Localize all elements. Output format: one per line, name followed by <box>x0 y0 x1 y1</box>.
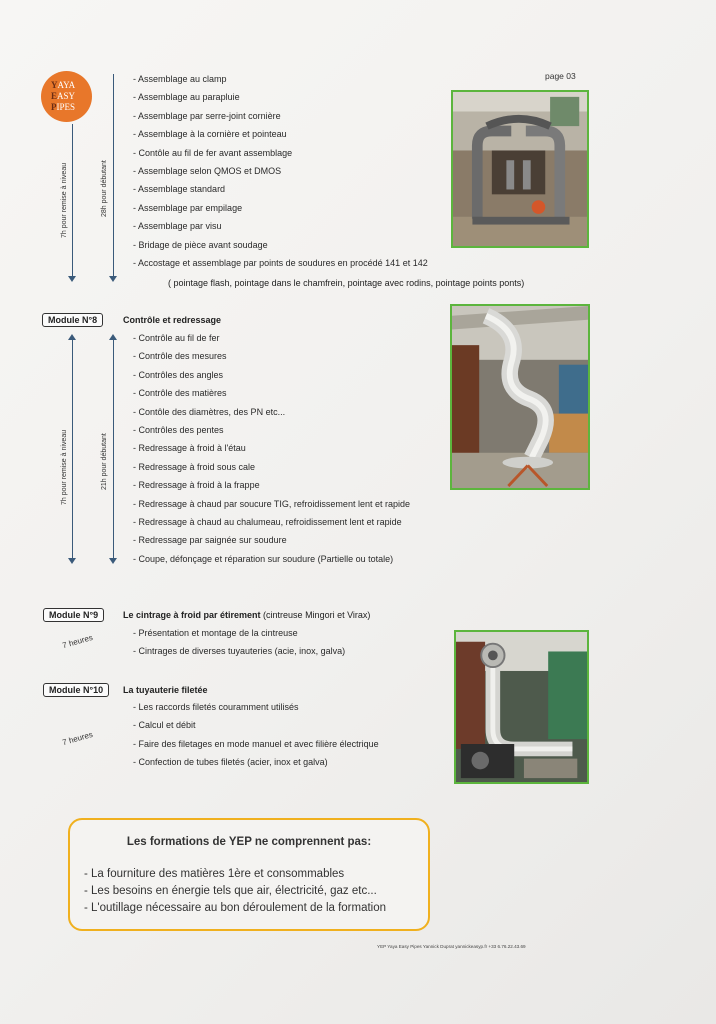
list-item: - Assemblage selon QMOS et DMOS <box>133 162 428 180</box>
logo-line-2: EASY <box>51 91 76 101</box>
exclusions-notice <box>68 818 430 931</box>
logo-line-3: PIPES <box>51 102 76 112</box>
assembly-list <box>133 70 428 272</box>
list-item: - Redressage à chaud au chalumeau, refroidissement lent et rapide <box>133 513 410 531</box>
list-item: - Les raccords filetés couramment utilisés <box>133 698 379 716</box>
list-item: - Confection de tubes filetés (acier, inox et galva) <box>133 753 379 771</box>
list-item: - Faire des filetages en mode manuel et avec filière électrique <box>133 735 379 753</box>
module-10-hours: 7 heures <box>61 729 94 748</box>
list-item: - Redressage à froid à la frappe <box>133 476 410 494</box>
list-item: - Contôle au fil de fer avant assemblage <box>133 144 428 162</box>
module-8-list <box>133 329 410 568</box>
list-item: - Contôle des diamètres, des PN etc... <box>133 403 410 421</box>
arrow-line-left-1 <box>72 124 73 276</box>
list-item: - Coupe, défonçage et réparation sur soudure (Partielle ou totale) <box>133 550 410 568</box>
list-item: - Bridage de pièce avant soudage <box>133 236 428 254</box>
module-9-badge: Module N°9 <box>43 608 104 622</box>
yep-logo <box>41 71 92 122</box>
list-item: - Assemblage au clamp <box>133 70 428 88</box>
list-item: - Assemblage au parapluie <box>133 88 428 106</box>
list-item: - Assemblage par visu <box>133 217 428 235</box>
list-item: - Présentation et montage de la cintreuse <box>133 624 345 642</box>
list-item: - Assemblage standard <box>133 180 428 198</box>
list-item: - Contrôles des pentes <box>133 421 410 439</box>
arrow-head-down-icon <box>68 276 76 282</box>
list-item: - Contrôle des matières <box>133 384 410 402</box>
arrow-line-right-8 <box>113 340 114 558</box>
notice-title: Les formations de YEP ne comprennent pas: <box>126 836 372 848</box>
arrow-line-right-1 <box>113 74 114 276</box>
list-item: - Contrôle des mesures <box>133 347 410 365</box>
duration-label-debutant-1: 28h pour débutant <box>101 160 108 217</box>
logo-line-1: YAYA <box>51 80 76 90</box>
module-10-list <box>133 698 379 772</box>
list-item: - Redressage par saignée sur soudure <box>133 531 410 549</box>
module-10-title: La tuyauterie filetée <box>123 685 208 695</box>
photo-pipe-assembly <box>451 90 589 248</box>
arrow-head-down-icon <box>68 558 76 564</box>
module-9-title: Le cintrage à froid par étirement (cintreuse Mingori et Virax) <box>123 610 371 620</box>
list-item: - Contrôles des angles <box>133 366 410 384</box>
notice-item: - Les besoins en énergie tels que air, électricité, gaz etc... <box>84 883 386 900</box>
notice-list <box>84 866 386 917</box>
duration-label-debutant-8: 21h pour débutant <box>101 433 108 490</box>
module-9-hours: 7 heures <box>61 632 94 651</box>
list-item: - Assemblage à la cornière et pointeau <box>133 125 428 143</box>
list-item: - Contrôle au fil de fer <box>133 329 410 347</box>
module-8-badge: Module N°8 <box>42 313 103 327</box>
list-item: - Assemblage par empilage <box>133 199 428 217</box>
pointage-note: ( pointage flash, pointage dans le chamfrein, pointage avec rodins, pointage points ponts) <box>168 278 525 288</box>
notice-item: - La fourniture des matières 1ère et consommables <box>84 866 386 883</box>
notice-item: - L'outillage nécessaire au bon déroulement de la formation <box>84 900 386 917</box>
page-number: page 03 <box>545 71 576 81</box>
module-9-list <box>133 624 345 661</box>
duration-label-remise-8: 7h pour remise à niveau <box>61 429 68 505</box>
list-item: - Redressage à froid sous cale <box>133 458 410 476</box>
photo-curved-pipe <box>450 304 590 490</box>
list-item: - Calcul et débit <box>133 716 379 734</box>
list-item: - Redressage à froid à l'étau <box>133 439 410 457</box>
duration-label-remise-1: 7h pour remise à niveau <box>61 162 68 238</box>
arrow-line-left-8 <box>72 340 73 558</box>
module-10-badge: Module N°10 <box>43 683 109 697</box>
list-item: - Redressage à chaud par soucure TIG, refroidissement lent et rapide <box>133 495 410 513</box>
list-item: - Accostage et assemblage par points de soudures en procédé 141 et 142 <box>133 254 428 272</box>
footer-contact: YEP Yaya Easy Pipes Yannick Duprat yannickeasyp.fr +33 6.76.22.43.69 <box>377 944 526 949</box>
list-item: - Assemblage par serre-joint cornière <box>133 107 428 125</box>
list-item: - Cintrages de diverses tuyauteries (acie, inox, galva) <box>133 642 345 660</box>
arrow-head-down-icon <box>109 558 117 564</box>
arrow-head-down-icon <box>109 276 117 282</box>
module-8-title: Contrôle et redressage <box>123 315 222 325</box>
photo-bending-machine <box>454 630 589 784</box>
